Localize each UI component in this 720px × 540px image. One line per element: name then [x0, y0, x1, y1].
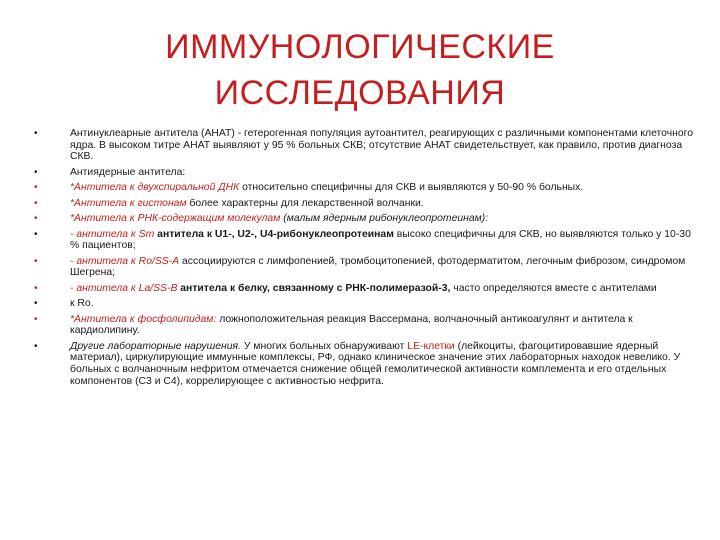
item-text: антитела к белку, связанному с РНК-полимеразой-3, [177, 282, 451, 294]
item-text: У многих больных обнаруживают [240, 340, 408, 352]
bullet-icon: • [34, 298, 38, 310]
list-item [34, 167, 694, 179]
item-text: относительно специфичны для СКВ и выявляются у 50-90 % больных. [239, 182, 584, 194]
slide-title [60, 24, 660, 116]
list-item [34, 182, 694, 194]
bullet-icon: • [34, 128, 38, 139]
item-text: - антитела к Ro/SS-A [70, 255, 180, 267]
item-text: ассоциируются с лимфопенией, тромбоцитопенией, фотодерматитом, легочным фиброзом, синдромом Шегрена; [70, 255, 686, 279]
item-text: *Антитела к РНК-содержащим молекулам [70, 213, 281, 225]
bullet-icon: • [34, 255, 38, 267]
title-line-1: ИММУНОЛОГИЧЕСКИЕ [165, 28, 555, 66]
bullet-icon: • [34, 228, 38, 240]
list-item [34, 213, 694, 225]
item-text: более характерны для лекарственной волчанки. [186, 197, 424, 209]
bullet-icon: • [34, 213, 38, 225]
list-item [34, 283, 694, 295]
bullet-icon: • [34, 197, 38, 209]
item-text: антитела к U1-, U2-, U4-рибонуклеопротеинам [154, 228, 394, 240]
title-line-2: ИССЛЕДОВАНИЯ [214, 74, 506, 112]
item-text: ложноположительная реакция Вассермана, волчаночный антикоагулянт и антитела к кардиолипину. [70, 313, 633, 337]
bullet-list [34, 128, 694, 391]
bullet-icon: • [34, 282, 38, 294]
item-text: - антитела к Sm [70, 228, 155, 240]
list-item [34, 256, 694, 279]
item-text: Другие лабораторные нарушения. [70, 340, 241, 352]
list-item [34, 128, 694, 163]
bullet-icon: • [34, 313, 38, 325]
item-text: LE-клетки [407, 340, 455, 352]
bullet-icon: • [34, 166, 38, 178]
item-text: высоко специфичны для СКВ, но выявляются только у 10-30 % пациентов; [70, 228, 691, 252]
list-item [34, 341, 694, 387]
item-text: к Ro. [70, 298, 94, 310]
item-text: *Антитела к двухспиральной ДНК [70, 182, 240, 194]
list-item [34, 229, 694, 252]
item-text: (малым ядерным рибонуклеопротеинам): [280, 213, 489, 225]
list-item [34, 314, 694, 337]
item-text: *Антитела к фосфолипидам: [70, 313, 217, 325]
item-text: *Антитела к гистонам [70, 197, 187, 209]
item-text: Антиядерные антитела: [70, 166, 186, 178]
bullet-icon: • [34, 340, 38, 352]
bullet-icon: • [34, 182, 38, 194]
list-item [34, 298, 694, 310]
list-item [34, 198, 694, 210]
item-text: (лейкоциты, фагоцитировавшие ядерный материал), циркулирующие иммунные комплексы, РФ, однако клиническое значение этих лабораторных находок невелико. У больных с волчаночным нефритом отмечается снижение общей гемолитической активности комплемента и его отдельных компонентов (С3 и С4), коррелирующее с активностью нефрита. [70, 340, 681, 387]
item-text: Антинуклеарные антитела (АНАТ) - гетерогенная популяция аутоантител, реагирующих с различными компонентами клеточного ядра. В высоком титре АНАТ выявляют у 95 % больных СКВ; отсутствие АНАТ свидетельствует, как правило, против диагноза СКВ. [70, 128, 693, 163]
item-text: - антитела к La/SS-B [70, 282, 178, 294]
item-text: часто определяются вместе с антителами [450, 282, 657, 294]
